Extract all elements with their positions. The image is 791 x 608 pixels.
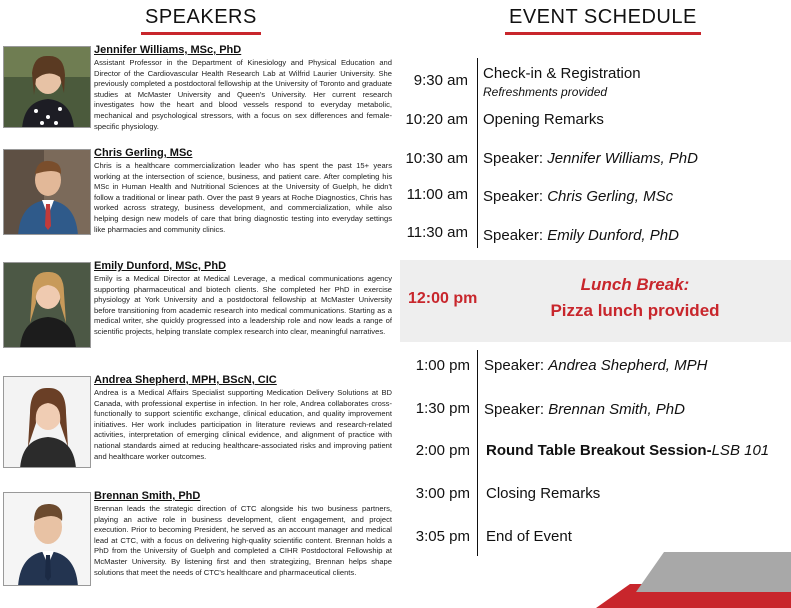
lunch-time: 12:00 pm — [408, 290, 478, 307]
schedule-divider-line — [477, 58, 478, 248]
lunch-title: Lunch Break: — [580, 275, 690, 294]
schedule-time: 9:30 am — [413, 72, 468, 89]
lunch-subtitle: Pizza lunch provided — [550, 301, 720, 320]
speakers-heading-text: SPEAKERS — [145, 6, 257, 28]
corner-decoration — [580, 548, 791, 608]
schedule-item-speaker: Andrea Shepherd, MPH — [548, 357, 708, 374]
schedule-item-speaker: Emily Dunford, PhD — [547, 227, 679, 244]
schedule-item-label: Closing Remarks — [486, 485, 601, 502]
schedule-item-speaker: Jennifer Williams, PhD — [547, 150, 698, 167]
schedule-time: 10:20 am — [405, 111, 468, 128]
schedule-item-label: Speaker: — [483, 227, 548, 244]
speaker-photo — [3, 492, 91, 586]
schedule-item-label: End of Event — [486, 528, 572, 545]
schedule-item — [486, 442, 769, 459]
speaker-bio: Brennan leads the strategic direction of CTC alongside his two business partners, playing an active role in business development, client engagement, and project execution. Prior to becoming President, he served as an account manager and medical lead at CTC, with a focus on delivering high-quality scientific content. Brennan holds a PhD from the University of Guelph and completed a CIHR Postdoctoral Fellowship at McMaster University. By listening first and then strategizing, Brennan helps shape solutions that meet the needs of CTC's healthcare and pharmaceutical clients. — [94, 504, 392, 577]
schedule-time: 2:00 pm — [415, 442, 470, 459]
speaker-name: Chris Gerling, MSc — [94, 147, 193, 159]
schedule-time: 3:00 pm — [415, 485, 470, 502]
speakers-heading-underline — [141, 32, 261, 35]
corner-gray-band — [636, 552, 791, 592]
speaker-bio: Chris is a healthcare commercialization leader who has spent the past 15+ years working at the intersection of science, business, and patient care. After completing his MSc in Human Health and Nutritional Sciences at the University of Guelph, he didn't follow a traditional or linear path. Over the past 9 years at Roche Diagnostics, Chris has worked across strategy, business development, and commercialization, while also helping design new models of care that bring diagnostic testing into everyday settings like pharmacies and community clinics. — [94, 161, 392, 234]
schedule-item-speaker: Chris Gerling, MSc — [547, 188, 674, 205]
schedule-heading-underline — [505, 32, 701, 35]
speaker-name: Andrea Shepherd, MPH, BScN, CIC — [94, 374, 277, 386]
speaker-name: Emily Dunford, MSc, PhD — [94, 260, 227, 272]
speaker-bio: Emily is a Medical Director at Medical Leverage, a medical communications agency supporting pharmaceutical and biotech clients. She completed her PhD in exercise physiology at York University and a postdoctoral fellowship at McMaster University before transitioning from academic research into medical communications. Starting as a medical writer, she quickly progressed into a leadership role and now leads a range of scientific projects, helping translate complex research into clear, meaningful narratives. — [94, 274, 392, 336]
speaker-name: Jennifer Williams, MSc, PhD — [94, 44, 242, 56]
schedule-divider-line — [477, 350, 478, 556]
schedule-item — [484, 357, 707, 374]
schedule-item-label: Speaker: — [484, 357, 549, 374]
speaker-photo — [3, 149, 91, 235]
schedule-time: 1:30 pm — [415, 400, 470, 417]
schedule-heading-text: EVENT SCHEDULE — [509, 6, 697, 28]
speaker-name: Brennan Smith, PhD — [94, 490, 201, 502]
schedule-item-label: Speaker: — [483, 188, 548, 205]
schedule-item-speaker: Brennan Smith, PhD — [548, 401, 685, 418]
schedule-item — [483, 65, 641, 82]
speaker-bio: Andrea is a Medical Affairs Specialist supporting Medication Delivery Solutions at BD Canada, with professional expertise in infection. In her role, Andrea collaborates cross-functionally to support scientific exchange, clinical education, and quality improvement initiatives. Her work includes participation in literature reviews and research-related activities, interpretation of emerging clinical evidence, and alignment of practice with national standards aimed at reducing healthcare-associated risks and improving patient and healthcare worker outcomes. — [94, 388, 392, 461]
schedule-item — [483, 188, 673, 205]
schedule-heading — [509, 6, 697, 29]
schedule-time: 11:00 am — [406, 186, 468, 203]
schedule-item-subtitle: Refreshments provided — [483, 85, 608, 99]
speaker-photo — [3, 262, 91, 348]
schedule-time: 3:05 pm — [415, 528, 470, 545]
schedule-item-label: Check-in & Registration — [483, 65, 641, 82]
schedule-item — [483, 111, 604, 128]
schedule-time: 1:00 pm — [415, 357, 470, 374]
speaker-photo — [3, 46, 91, 128]
schedule-item-label: Round Table Breakout Session- — [486, 442, 712, 459]
schedule-item — [483, 227, 679, 244]
schedule-item — [484, 401, 685, 418]
speaker-photo — [3, 376, 91, 468]
schedule-item-label: Speaker: — [483, 150, 548, 167]
schedule-item-label: Opening Remarks — [483, 111, 604, 128]
schedule-item — [483, 150, 698, 167]
schedule-item-location: LSB 101 — [711, 442, 770, 459]
schedule-time: 10:30 am — [405, 150, 468, 167]
schedule-item — [486, 528, 572, 545]
speakers-heading — [145, 6, 257, 29]
speaker-bio: Assistant Professor in the Department of Kinesiology and Physical Education and Director of the Cardiovascular Health Research Lab at Wilfrid Laurier University. She previously completed a postdoctoral fellowship at the University of Toronto and graduate studies at McMaster University and Queen's University. Her current research investigates how the heart and blood vessels respond to everyday metabolic, mechanical and psychological stressors, with a focus on sex differences and female-specific physiology. — [94, 58, 392, 131]
schedule-time: 11:30 am — [406, 224, 468, 241]
schedule-item — [486, 485, 600, 502]
schedule-item-label: Speaker: — [484, 401, 549, 418]
